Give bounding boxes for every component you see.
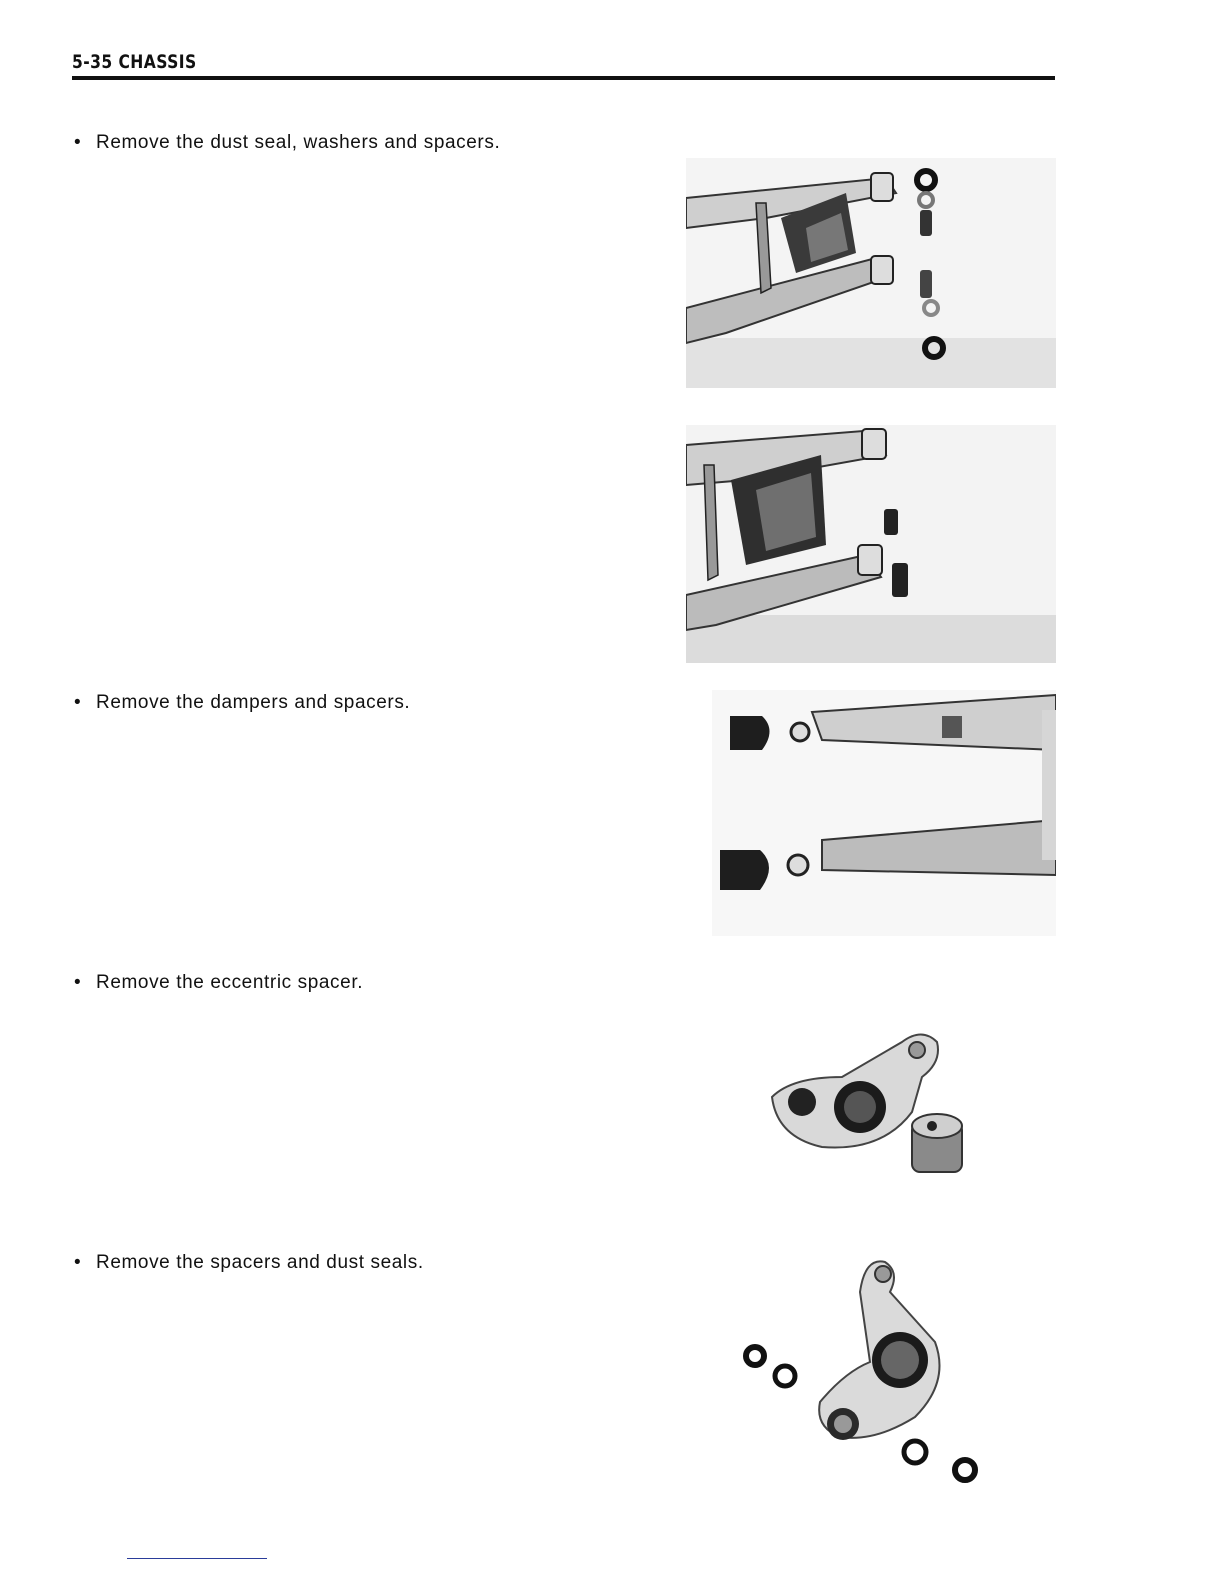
footer-rule: [127, 1558, 267, 1559]
step-remove-spacers-dust-seals: [74, 1252, 424, 1274]
bullet: •: [74, 972, 82, 993]
header-rule: [72, 76, 1055, 80]
photo-linkage-spacers-dust-seals: [735, 1252, 995, 1497]
photo-swingarm-seals-washers-spacers: [686, 158, 1056, 388]
page-title: 5-35 CHASSIS: [72, 51, 197, 73]
bullet: •: [74, 132, 82, 153]
step-text: Remove the dust seal, washers and spacers.: [96, 132, 501, 153]
bullet: •: [74, 1252, 82, 1273]
step-text: Remove the dampers and spacers.: [96, 692, 411, 713]
photo-swingarm-spacers: [686, 425, 1056, 663]
page-header: [72, 50, 1055, 74]
photo-swingarm-dampers: [712, 690, 1056, 936]
step-remove-dampers: [74, 692, 410, 714]
bullet: •: [74, 692, 82, 713]
step-text: Remove the eccentric spacer.: [96, 972, 364, 993]
step-text: Remove the spacers and dust seals.: [96, 1252, 424, 1273]
step-remove-dust-seal: [74, 132, 500, 154]
step-remove-eccentric-spacer: [74, 972, 363, 994]
photo-linkage-eccentric-spacer: [762, 1022, 982, 1182]
